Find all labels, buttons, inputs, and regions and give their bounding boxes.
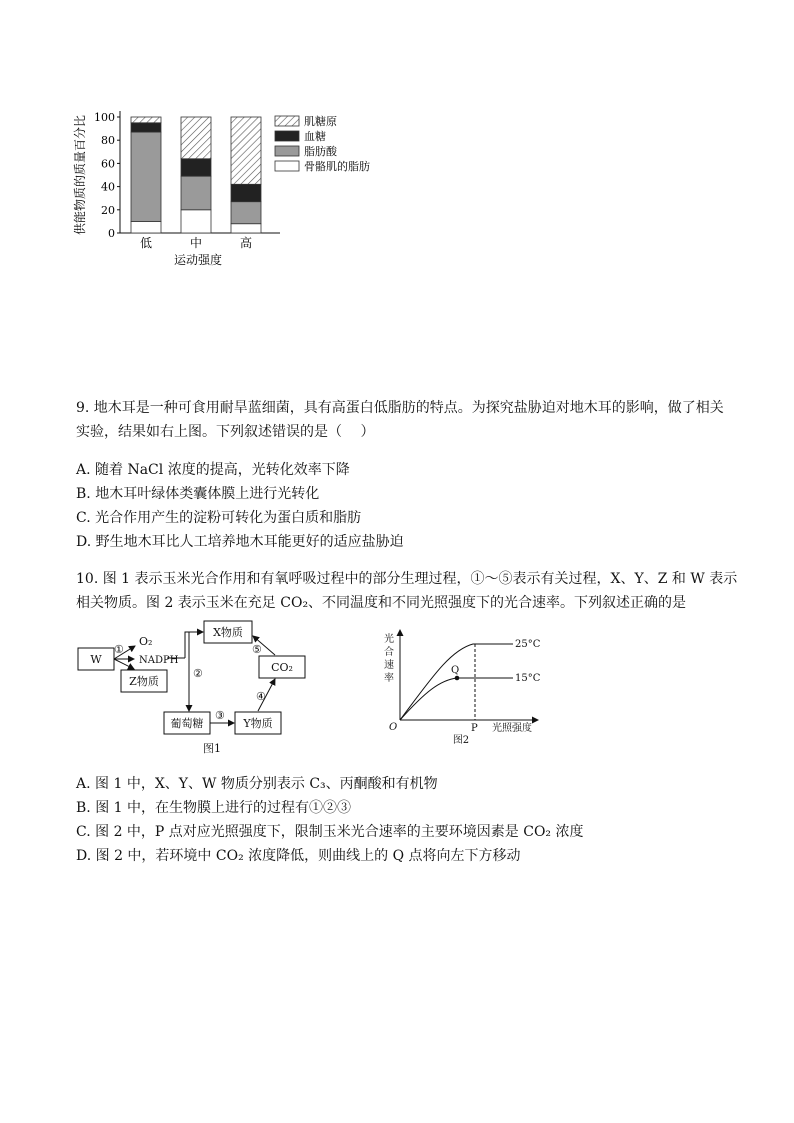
q10-stem [76, 567, 737, 615]
y-tick-label: 100 [94, 111, 115, 124]
y-axis-label: 供能物质的质量百分比 [73, 114, 87, 236]
bar-segment [231, 117, 261, 184]
step-1: ① [114, 643, 124, 656]
legend [275, 114, 370, 173]
bar-segment [131, 132, 161, 221]
q10-option-b[interactable]: B. 图 1 中，在生物膜上进行的过程有①②③ [76, 800, 351, 816]
bar-segment [131, 123, 161, 132]
label-o2: O₂ [139, 635, 153, 648]
fig2-origin: O [389, 722, 398, 733]
legend-swatch [275, 116, 299, 126]
x-tick-label: 低 [139, 236, 153, 250]
q10-stem-line2: 相关物质。图 2 表示玉米在充足 CO₂、不同温度和不同光照强度下的光合速率。下列叙述正确的是 [76, 595, 687, 611]
label-nadph: NADPH [139, 655, 179, 666]
figure2-graph [375, 622, 550, 750]
fig2-ylabel-2: 合 [384, 647, 394, 658]
q9-option-b[interactable]: B. 地木耳叶绿体类囊体膜上进行光转化 [76, 486, 320, 502]
q9-stem [76, 396, 724, 444]
y-tick-label: 60 [101, 157, 115, 171]
figure2-caption: 图2 [452, 735, 470, 746]
legend-swatch [275, 161, 299, 171]
label-x: X物质 [213, 626, 243, 639]
y-tick-label: 0 [108, 227, 115, 240]
fig2-15c-label: 15°C [515, 673, 541, 684]
bar-segment [231, 224, 261, 233]
bar-segment [181, 210, 211, 233]
label-co2: CO₂ [271, 661, 293, 674]
x-ticks [140, 235, 252, 250]
x-tick-label: 高 [239, 236, 253, 250]
bar-segment [181, 176, 211, 210]
q10-option-c[interactable]: C. 图 2 中，P 点对应光照强度下，限制玉米光合速率的主要环境因素是 CO₂ 浓度 [76, 824, 584, 840]
label-glucose: 葡萄糖 [170, 717, 204, 730]
y-tick-label: 80 [101, 134, 115, 148]
q10-option-d[interactable]: D. 图 2 中，若环境中 CO₂ 浓度降低，则曲线上的 Q 点将向左下方移动 [76, 848, 521, 864]
bar-segment [231, 184, 261, 201]
fig2-p-label: P [471, 723, 478, 734]
fig2-ylabel-3: 速 [384, 660, 394, 671]
step-5: ⑤ [252, 643, 262, 656]
curve-15c [400, 678, 513, 720]
q9-option-d[interactable]: D. 野生地木耳比人工培养地木耳能更好的适应盐胁迫 [76, 534, 404, 550]
label-y: Y物质 [243, 717, 273, 730]
label-z: Z物质 [129, 675, 159, 688]
q9-option-a[interactable]: A. 随着 NaCl 浓度的提高，光转化效率下降 [76, 462, 350, 478]
legend-swatch [275, 146, 299, 156]
legend-label: 血糖 [304, 130, 326, 143]
q10-options [76, 772, 584, 868]
q9-stem-line2: 实验，结果如右上图。下列叙述错误的是（ ） [76, 424, 375, 440]
legend-label: 肌糖原 [304, 115, 337, 128]
bar-segment [181, 159, 211, 176]
bars [131, 117, 261, 233]
legend-swatch [275, 131, 299, 141]
fig2-ylabel-1: 光 [384, 634, 394, 645]
figure1-diagram [70, 615, 330, 760]
bar-segment [231, 202, 261, 224]
bar-segment [181, 117, 211, 159]
point-q [455, 676, 460, 681]
step-2: ② [193, 667, 203, 680]
step-3: ③ [215, 709, 225, 722]
y-tick-label: 40 [101, 180, 115, 194]
bar-segment [131, 221, 161, 233]
stacked-bar-chart [70, 100, 400, 275]
legend-label: 骨骼肌的脂肪 [304, 160, 370, 173]
legend-label: 脂肪酸 [304, 145, 337, 158]
q10-stem-line1: 10. 图 1 表示玉米光合作用和有氧呼吸过程中的部分生理过程，①～⑤表示有关过程，X、Y、Z 和 W 表示 [76, 571, 738, 587]
q9-stem-line1: 9. 地木耳是一种可食用耐旱蓝细菌，具有高蛋白低脂肪的特点。为探究盐胁迫对地木耳的影响，做了相关 [76, 400, 724, 416]
x-axis-label: 运动强度 [173, 253, 223, 267]
q9-options [76, 458, 404, 554]
q10-option-a[interactable]: A. 图 1 中，X、Y、W 物质分别表示 C₃、丙酮酸和有机物 [76, 776, 438, 792]
fig2-q-label: Q [451, 665, 460, 676]
label-w: W [90, 653, 102, 666]
fig2-25c-label: 25°C [515, 639, 541, 650]
figure1-caption: 图1 [203, 742, 221, 755]
y-tick-label: 20 [101, 203, 115, 217]
fig2-xlabel: 光照强度 [492, 723, 532, 734]
x-tick-label: 中 [189, 236, 203, 250]
fig2-ylabel-4: 率 [384, 673, 394, 684]
curve-25c [400, 644, 513, 720]
q9-option-c[interactable]: C. 光合作用产生的淀粉可转化为蛋白质和脂肪 [76, 510, 362, 526]
bar-segment [131, 117, 161, 123]
step-4: ④ [256, 690, 266, 703]
